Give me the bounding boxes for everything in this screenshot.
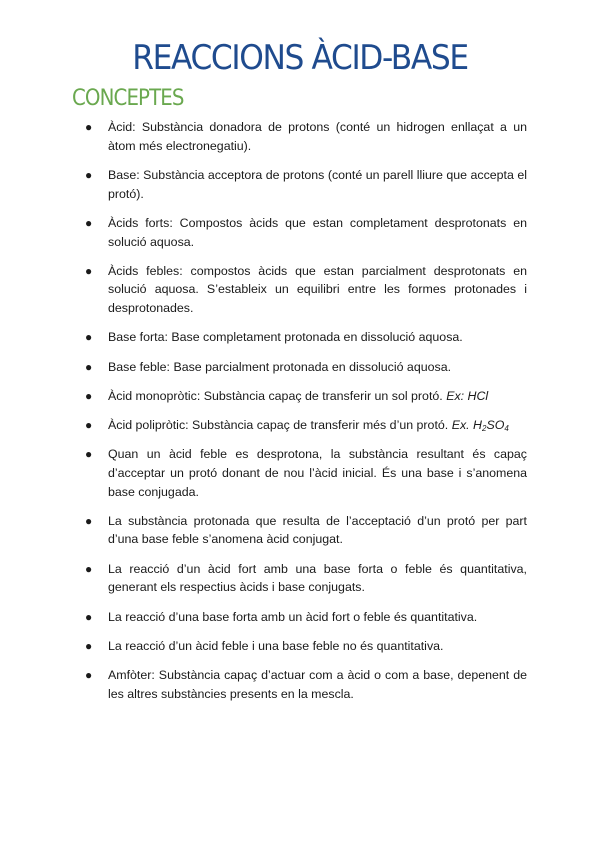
item-text: Amfòter: Substància capaç d’actuar com a àcid o com a base, depenent de les altres substàncies presents en la mescla. — [108, 667, 527, 701]
item-text: Àcids febles: compostos àcids que estan parcialment desprotonats en solució aquosa. S’estableix un equilibri entre les formes protonades i desprotonades. — [108, 263, 527, 316]
item-text: La reacció d’una base forta amb un àcid fort o feble és quantitativa. — [108, 609, 478, 624]
item-text: Àcid polipròtic: Substància capaç de transferir més d’un protó. — [108, 417, 449, 432]
bullet-icon: ● — [85, 513, 93, 528]
list-item — [85, 118, 527, 155]
list-item — [85, 512, 527, 549]
item-text: La reacció d’un àcid fort amb una base forta o feble és quantitativa, generant els respectius àcids i base conjugats. — [108, 561, 527, 595]
list-item — [85, 666, 527, 703]
item-text: Àcid monopròtic: Substància capaç de transferir un sol protó. — [108, 388, 443, 403]
item-example: Ex: HCl — [446, 388, 489, 403]
list-item — [85, 560, 527, 597]
bullet-icon: ● — [85, 215, 93, 230]
item-text: Base: Substància acceptora de protons (conté un parell lliure que accepta el protó). — [108, 167, 527, 201]
bullet-icon: ● — [85, 638, 93, 653]
bullet-icon: ● — [85, 561, 93, 576]
list-item — [85, 214, 527, 251]
list-item — [85, 608, 527, 627]
item-text: Quan un àcid feble es desprotona, la substància resultant és capaç d’acceptar un protó donant de nou l’àcid inicial. És una base i s’anomena base conjugada. — [108, 447, 527, 499]
bullet-icon: ● — [85, 609, 93, 624]
bullet-icon: ● — [85, 388, 93, 403]
bullet-icon: ● — [85, 263, 93, 278]
bullet-icon: ● — [85, 167, 93, 182]
list-item — [85, 445, 527, 501]
item-text: Base feble: Base parcialment protonada en dissolució aquosa. — [108, 359, 452, 374]
list-item — [85, 387, 527, 406]
list-item — [85, 328, 527, 347]
bullet-icon: ● — [85, 667, 93, 682]
bullet-icon: ● — [85, 330, 93, 345]
list-item — [85, 637, 527, 656]
list-item — [85, 358, 527, 377]
list-item — [85, 166, 527, 203]
list-item — [85, 262, 527, 318]
item-text: Àcids forts: Compostos àcids que estan completament desprotonats en solució aquosa. — [108, 215, 527, 249]
item-example: Ex. $H_2SO_4$ — [451, 417, 509, 433]
bullet-icon: ● — [85, 417, 93, 432]
item-text: Base forta: Base completament protonada en dissolució aquosa. — [108, 330, 463, 345]
page-title: REACCIONS ÀCID-BASE — [132, 38, 468, 78]
item-text: La reacció d’un àcid feble i una base feble no és quantitativa. — [108, 638, 444, 653]
concept-list — [85, 118, 527, 714]
bullet-icon: ● — [85, 120, 93, 134]
bullet-icon: ● — [85, 447, 93, 462]
item-text: La substància protonada que resulta de l’acceptació d’un protó per part d’una base feble s’anomena àcid conjugat. — [108, 513, 527, 547]
section-heading: CONCEPTES — [72, 86, 184, 111]
item-text: Àcid: Substància donadora de protons (conté un hidrogen enllaçat a un àtom més electronegatiu). — [108, 120, 527, 153]
list-item — [85, 416, 527, 435]
bullet-icon: ● — [85, 359, 93, 374]
